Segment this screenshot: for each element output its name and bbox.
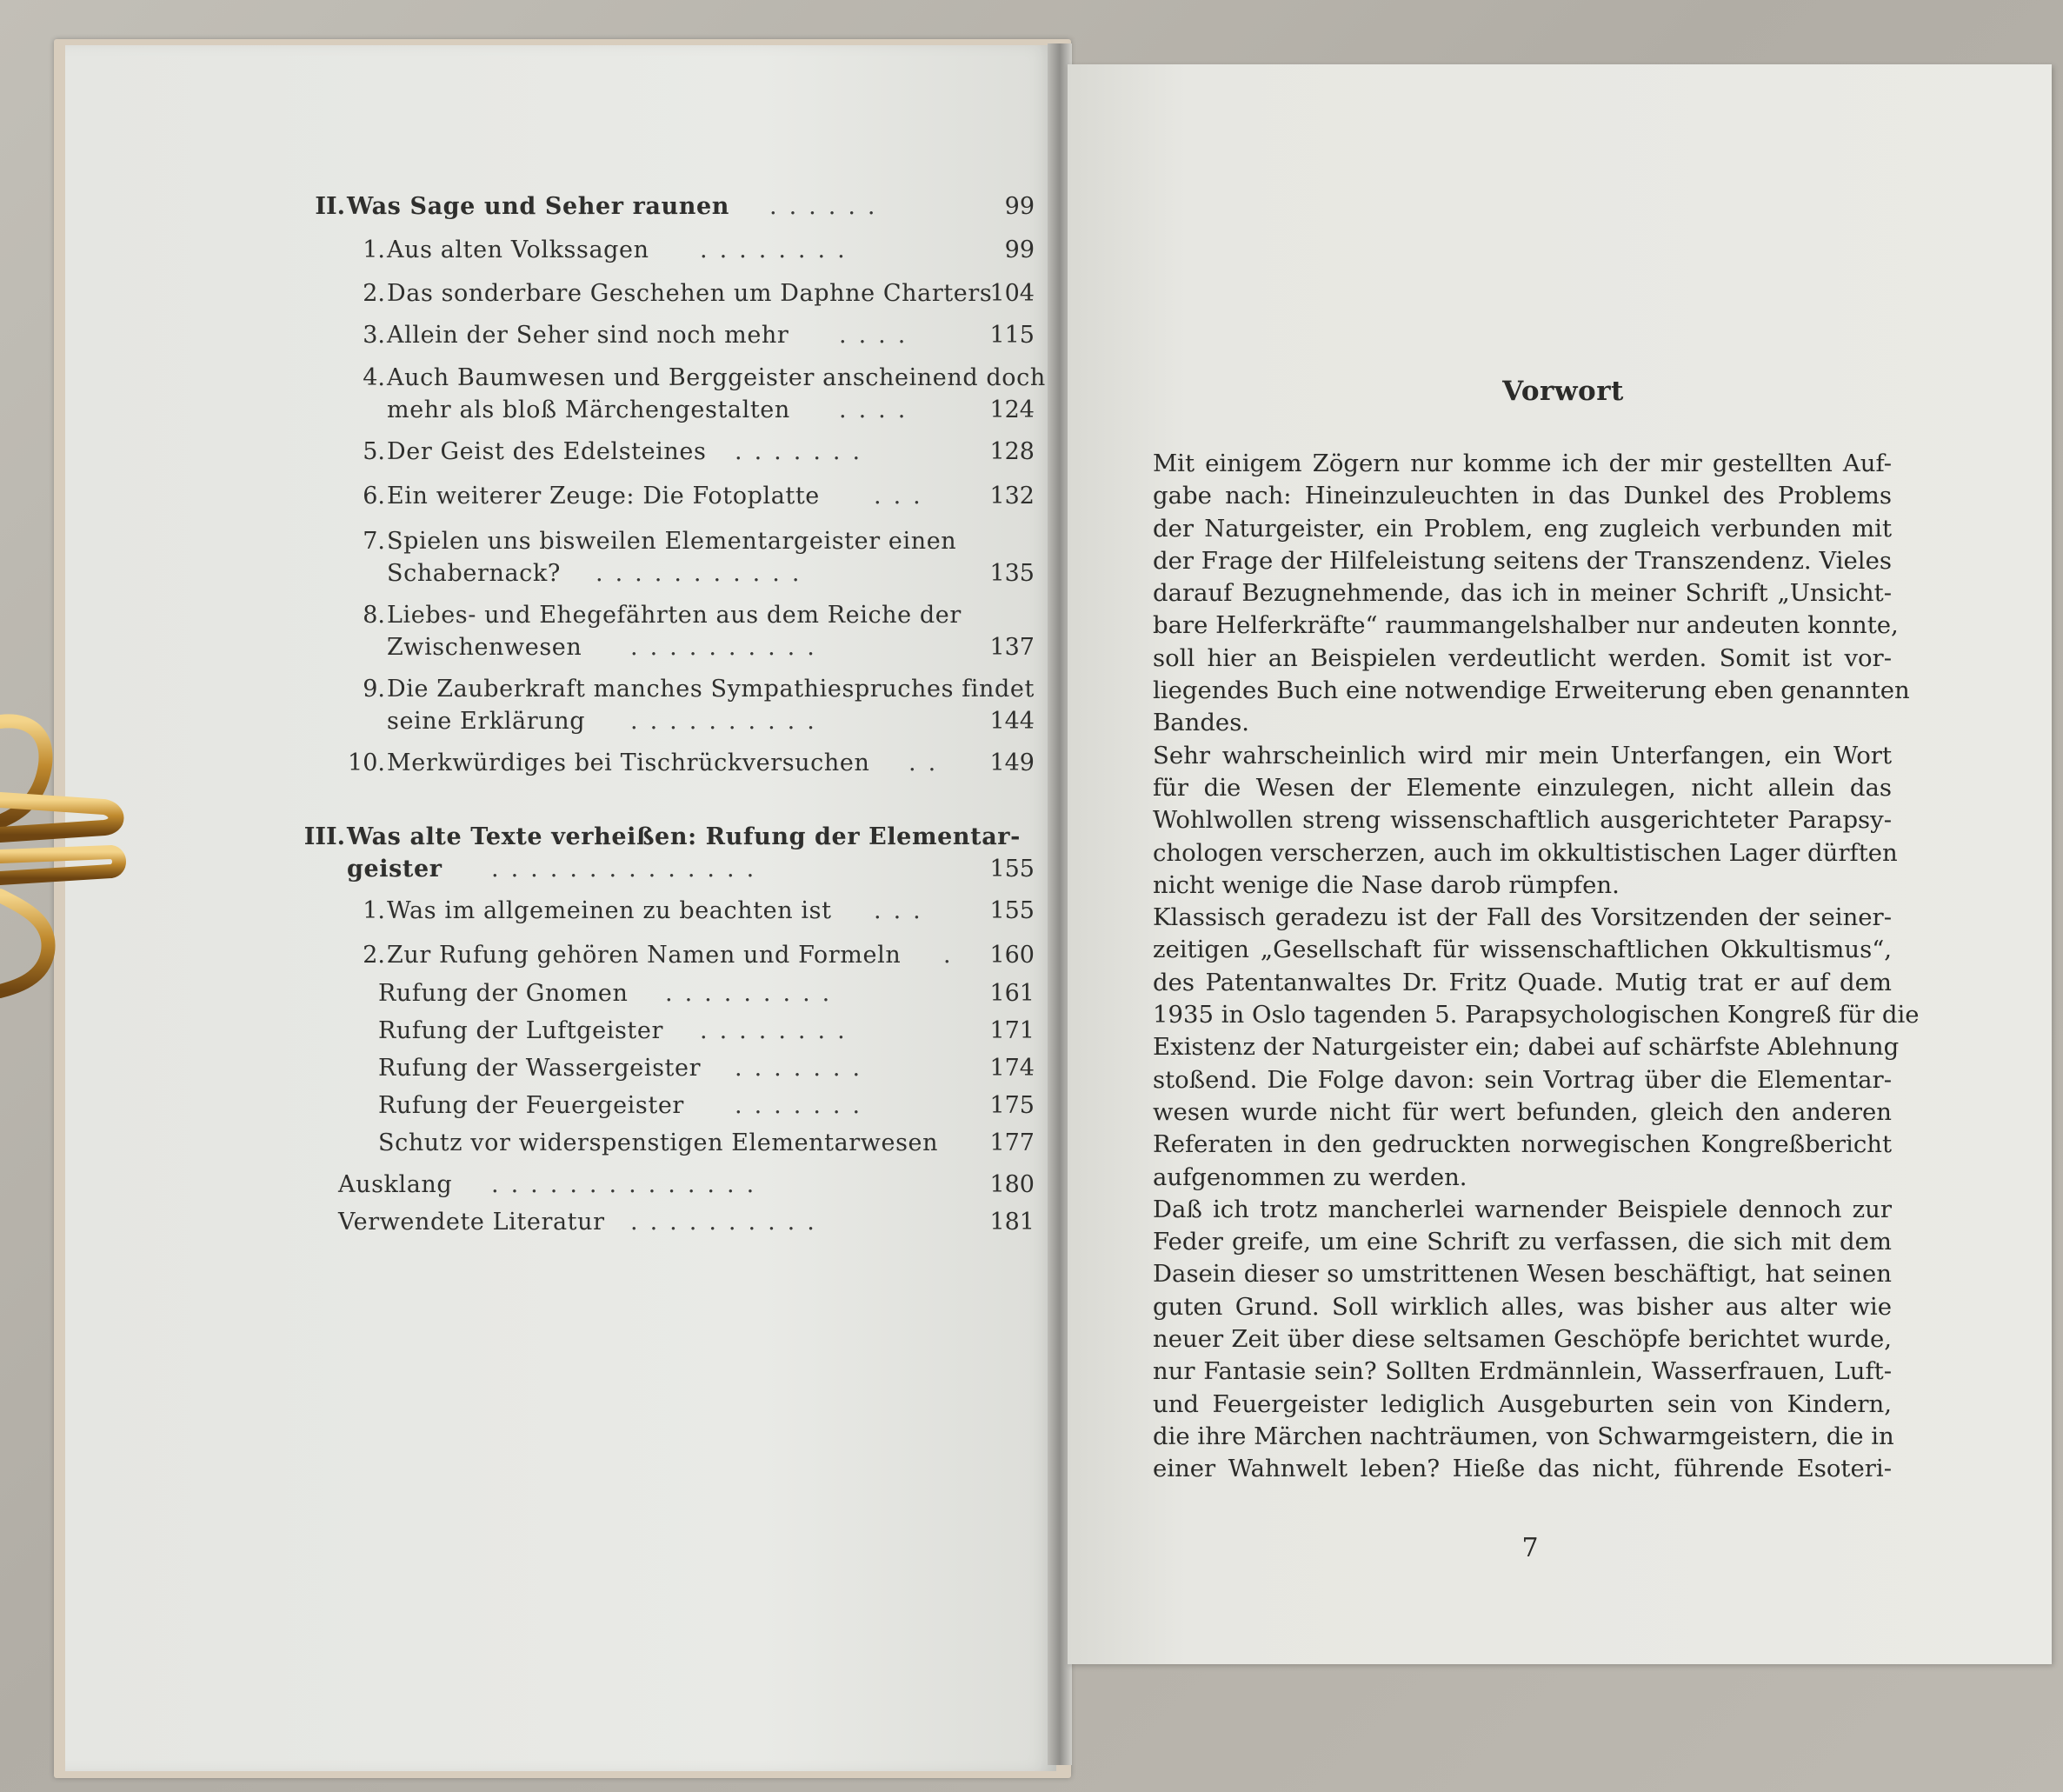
text-line: der Frage der Hilfeleistung seitens der Transzendenz. Vieles <box>1153 546 1892 575</box>
toc-leader-dots: ........ <box>700 236 857 263</box>
toc-entry-title: Rufung der Wassergeister <box>378 1055 702 1082</box>
toc-entry-number: 2. <box>363 942 385 969</box>
toc-leader-dots: .............. <box>491 1171 767 1198</box>
toc-page-number: 161 <box>989 980 1035 1007</box>
text-line: chologen verscherzen, auch im okkultistischen Lager dürften <box>1153 838 1898 867</box>
toc-page-number: 160 <box>989 942 1035 969</box>
toc-page-number: 174 <box>989 1055 1035 1082</box>
chapter-title: Vorwort <box>1502 376 1624 407</box>
toc-entry-title: Rufung der Luftgeister <box>378 1017 663 1044</box>
toc-leader-dots: ........... <box>596 560 812 587</box>
text-line: Wohlwollen streng wissenschaftlich ausgerichteter Parapsy- <box>1153 806 1892 835</box>
text-line: darauf Bezugnehmende, das ich in meiner Schrift „Unsicht- <box>1153 579 1892 608</box>
toc-page-number: 135 <box>989 560 1035 587</box>
text-line: stoßend. Die Folge davon: sein Vortrag über die Elementar- <box>1153 1065 1892 1094</box>
toc-page-number: 155 <box>989 856 1035 883</box>
text-line: nicht wenige die Nase darob rümpfen. <box>1153 870 1620 899</box>
toc-page-number: 144 <box>989 708 1035 735</box>
toc-entry-number: 4. <box>363 364 385 391</box>
toc-entry-title: mehr als bloß Märchengestalten <box>387 396 790 423</box>
toc-entry-number: 5. <box>363 438 385 465</box>
text-line: Mit einigem Zögern nur komme ich der mir gestellten Auf- <box>1153 450 1892 477</box>
toc-leader-dots: ... <box>874 483 933 510</box>
toc-entry-number: 9. <box>363 676 385 703</box>
toc-entry-title: Rufung der Feuergeister <box>378 1092 684 1119</box>
page-number: 7 <box>1521 1533 1539 1563</box>
toc-entry-title: Ausklang <box>338 1171 453 1198</box>
toc-entry-number: 7. <box>363 528 385 555</box>
toc-leader-dots: .. <box>908 749 948 776</box>
toc-leader-dots: .......... <box>630 708 827 735</box>
toc-page-number: 115 <box>989 322 1035 349</box>
text-line: der Naturgeister, ein Problem, eng zugleich verbunden mit <box>1153 514 1892 543</box>
toc-leader-dots: ......... <box>665 980 842 1007</box>
toc-entry-title: Rufung der Gnomen <box>378 980 629 1007</box>
toc-page-number: 177 <box>989 1129 1035 1156</box>
text-line: für die Wesen der Elemente einzulegen, nicht allein das <box>1153 773 1892 802</box>
toc-leader-dots: ...... <box>769 193 888 220</box>
toc-leader-dots: ....... <box>735 438 873 465</box>
toc-entry-title: Das sonderbare Geschehen um Daphne Charters <box>387 280 993 307</box>
toc-entry-title: Zur Rufung gehören Namen und Formeln <box>387 942 902 969</box>
toc-page-number: 124 <box>989 396 1035 423</box>
text-line: 1935 in Oslo tagenden 5. Parapsychologischen Kongreß für die <box>1153 1001 1920 1029</box>
toc-leader-dots: .......... <box>630 634 827 661</box>
toc-entry-title: geister <box>347 856 443 883</box>
toc-page-number: 155 <box>989 897 1035 924</box>
text-line: einer Wahnwelt leben? Hieße das nicht, führende Esoteri- <box>1153 1455 1892 1483</box>
toc-entry-title: Verwendete Literatur <box>338 1209 605 1236</box>
toc-page-number: 171 <box>989 1017 1035 1044</box>
toc-page-number: 137 <box>989 634 1035 661</box>
toc-page-number: 132 <box>989 483 1035 510</box>
toc-leader-dots: .............. <box>491 856 767 883</box>
toc-entry-title: Ein weiterer Zeuge: Die Fotoplatte <box>387 483 820 510</box>
text-line: Existenz der Naturgeister ein; dabei auf schärfste Ablehnung <box>1153 1033 1900 1062</box>
toc-entry-title: Was alte Texte verheißen: Rufung der Elementar- <box>347 823 1021 850</box>
text-line: nur Fantasie sein? Sollten Erdmännlein, Wasserfrauen, Luft- <box>1153 1357 1892 1386</box>
text-line: Dasein dieser so umstrittenen Wesen beschäftigt, hat seinen <box>1153 1260 1892 1289</box>
toc-entry-number: 1. <box>363 897 385 924</box>
toc-entry-number: III. <box>303 823 345 850</box>
toc-entry-title: Auch Baumwesen und Berggeister anscheinend doch <box>387 364 1046 391</box>
toc-entry-title: Die Zauberkraft manches Sympathiespruches findet <box>387 676 1035 703</box>
toc-entry-title: Aus alten Volkssagen <box>387 236 649 263</box>
toc-entry-title: Was im allgemeinen zu beachten ist <box>387 897 832 924</box>
toc-leader-dots: ... <box>874 897 933 924</box>
toc-leader-dots: .......... <box>630 1209 827 1236</box>
toc-entry-number: 2. <box>363 280 385 307</box>
text-line: und Feuergeister lediglich Ausgeburten sein von Kindern, <box>1153 1389 1892 1418</box>
text-line: wesen wurde nicht für wert befunden, gleich den anderen <box>1153 1097 1892 1126</box>
toc-entry-title: Schabernack? <box>387 560 561 587</box>
text-line: guten Grund. Soll wirklich alles, was bisher aus alter wie <box>1153 1292 1892 1321</box>
text-line: soll hier an Beispielen verdeutlicht werden. Somit ist vor- <box>1153 643 1892 672</box>
text-line: Sehr wahrscheinlich wird mir mein Unterfangen, ein Wort <box>1153 741 1892 769</box>
toc-leader-dots: ....... <box>735 1055 873 1082</box>
toc-page-number: 99 <box>1004 193 1035 220</box>
toc-leader-dots: ........ <box>700 1017 857 1044</box>
left-page <box>65 45 1056 1771</box>
text-line: des Patentanwaltes Dr. Fritz Quade. Mutig trat er auf dem <box>1153 968 1892 996</box>
text-line: Feder greife, um eine Schrift zu verfassen, die sich mit dem <box>1153 1228 1892 1256</box>
toc-entry-title: Liebes- und Ehegefährten aus dem Reiche der <box>387 602 962 629</box>
toc-entry-title: Zwischenwesen <box>387 634 582 661</box>
toc-entry-title: Schutz vor widerspenstigen Elementarwesen <box>378 1129 939 1156</box>
text-line: Bandes. <box>1153 709 1250 737</box>
toc-entry-number: II. <box>315 193 345 220</box>
text-line: neuer Zeit über diese seltsamen Geschöpfe berichtet wurde, <box>1153 1325 1892 1354</box>
brass-clip-icon <box>0 704 126 1000</box>
text-line: liegendes Buch eine notwendige Erweiterung eben genannten <box>1153 676 1910 705</box>
text-line: die ihre Märchen nachträumen, von Schwarmgeistern, die in <box>1153 1422 1894 1450</box>
text-line: gabe nach: Hineinzuleuchten in das Dunkel des Problems <box>1153 482 1892 510</box>
foreword-text <box>1153 448 1920 1486</box>
toc-entry-number: 8. <box>363 602 385 629</box>
toc-page-number: 180 <box>989 1171 1035 1198</box>
toc-page-number: 149 <box>989 749 1035 776</box>
toc-leader-dots: .... <box>839 322 918 349</box>
text-line: Daß ich trotz mancherlei warnender Beispiele dennoch zur <box>1153 1195 1892 1223</box>
toc-leader-dots: .... <box>839 396 918 423</box>
toc-leader-dots: . <box>943 942 963 969</box>
toc-entry-number: 6. <box>363 483 385 510</box>
text-line: bare Helferkräfte“ raummangelshalber nur andeuten konnte, <box>1153 611 1899 640</box>
toc-entry-title: Der Geist des Edelsteines <box>387 438 707 465</box>
toc-entry-number: 1. <box>363 236 385 263</box>
toc-entry-title: seine Erklärung <box>387 708 586 735</box>
toc-entry-title: Spielen uns bisweilen Elementargeister einen <box>387 528 957 555</box>
toc-entry-title: Merkwürdiges bei Tischrückversuchen <box>387 749 870 776</box>
toc-entry-number: 3. <box>363 322 385 349</box>
text-line: Klassisch geradezu ist der Fall des Vorsitzenden der seiner- <box>1153 903 1892 932</box>
toc-leader-dots: ....... <box>735 1092 873 1119</box>
text-line: zeitigen „Gesellschaft für wissenschaftlichen Okkultismus“, <box>1153 936 1892 964</box>
text-line: aufgenommen zu werden. <box>1153 1162 1467 1191</box>
toc-entry-title: Was Sage und Seher raunen <box>347 193 729 220</box>
toc-page-number: 99 <box>1004 236 1035 263</box>
toc-page-number: 181 <box>989 1209 1035 1236</box>
toc-entry-number: 10. <box>348 749 385 776</box>
toc-page-number: 175 <box>989 1092 1035 1119</box>
toc-page-number: 104 <box>989 280 1035 307</box>
text-line: Referaten in den gedruckten norwegischen Kongreßbericht <box>1153 1130 1892 1159</box>
toc-page-number: 128 <box>989 438 1035 465</box>
toc-entry-title: Allein der Seher sind noch mehr <box>387 322 789 349</box>
